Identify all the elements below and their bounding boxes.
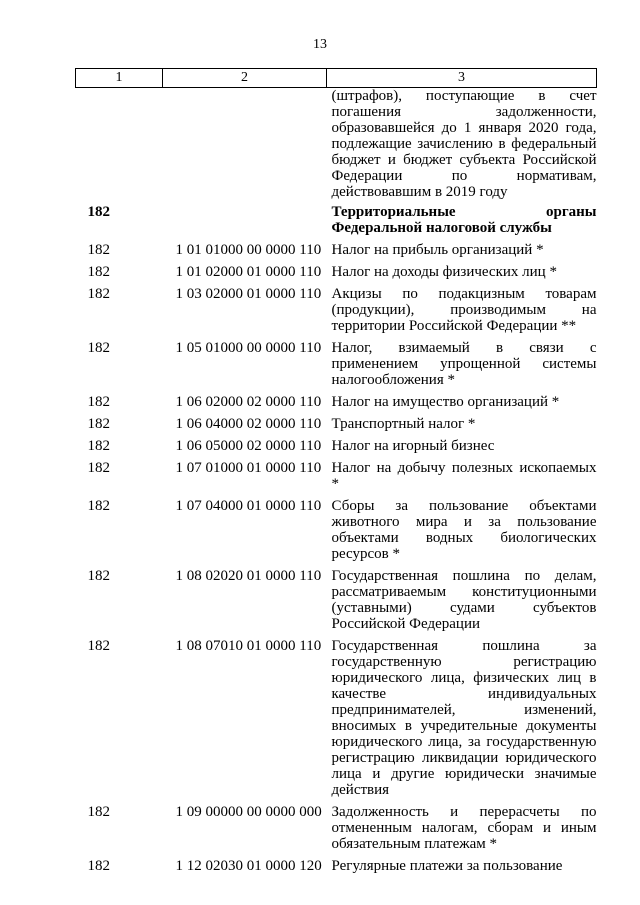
row-name: Государственная пошлина за государственную регистрацию юридического лица, физических лиц в качестве индивидуальных предпринимателей, изменений, вносимых в учредительные документы юридического лица, за государственную регистрацию ликвидации юридического лица и другие юридически значимые действия [331, 638, 597, 798]
row-code: 182 [87, 568, 110, 584]
row-kbk: 1 07 04000 01 0000 110 [175, 498, 322, 514]
row-kbk: 1 03 02000 01 0000 110 [175, 286, 322, 302]
row-code: 182 [87, 242, 110, 258]
row-code: 182 [87, 394, 110, 410]
table-row [76, 858, 597, 880]
revenue-codes-table [75, 68, 597, 880]
row-code: 182 [87, 416, 110, 432]
row-name: Государственная пошлина по делам, рассматриваемым конституционными (уставными) судами субъектов Российской Федерации [331, 568, 597, 632]
row-name: Акцизы по подакцизным товарам (продукции), производимым на территории Российской Федерации ** [331, 286, 597, 334]
table-row [76, 438, 597, 460]
section-kbk [163, 204, 327, 242]
table-row [76, 340, 597, 394]
row-kbk: 1 09 00000 00 0000 000 [175, 804, 322, 820]
header-col-2: 2 [163, 69, 327, 88]
row-kbk: 1 06 02000 02 0000 110 [175, 394, 322, 410]
section-code: 182 [87, 204, 110, 220]
row-kbk: 1 08 07010 01 0000 110 [175, 638, 322, 654]
row-name: Налог на доходы физических лиц * [331, 264, 557, 280]
row-name: Сборы за пользование объектами животного мира и за пользование объектами водных биологических ресурсов * [331, 498, 597, 562]
row-code: 182 [87, 638, 110, 654]
continuation-code [76, 88, 163, 205]
table-row [76, 394, 597, 416]
header-col-1: 1 [76, 69, 163, 88]
row-name: Налог на прибыль организаций * [331, 242, 544, 258]
table-row [76, 804, 597, 858]
row-kbk: 1 12 02030 01 0000 120 [175, 858, 322, 874]
row-kbk: 1 06 05000 02 0000 110 [175, 438, 322, 454]
row-code: 182 [87, 286, 110, 302]
header-col-3: 3 [327, 69, 597, 88]
table-row [76, 568, 597, 638]
continuation-text: (штрафов), поступающие в счет погашения задолженности, образовавшейся до 1 января 2020 года, подлежащие зачислению в федеральный бюджет и бюджет субъекта Российской Федерации по нормативам, действовавшим в 2019 году [331, 88, 597, 200]
row-name: Задолженность и перерасчеты по отмененным налогам, сборам и иным обязательным платежам * [331, 804, 597, 852]
table-row [76, 416, 597, 438]
continuation-row [76, 88, 597, 205]
row-code: 182 [87, 498, 110, 514]
row-code: 182 [87, 858, 110, 874]
row-kbk: 1 06 04000 02 0000 110 [175, 416, 322, 432]
section-row [76, 204, 597, 242]
row-kbk: 1 08 02020 01 0000 110 [175, 568, 322, 584]
row-name: Налог, взимаемый в связи с применением упрощенной системы налогообложения * [331, 340, 597, 388]
table-row [76, 498, 597, 568]
table-row [76, 242, 597, 264]
table-row [76, 638, 597, 804]
section-title: Территориальные органы Федеральной налоговой службы [331, 204, 597, 236]
row-name: Регулярные платежи за пользование [331, 858, 563, 874]
table-row [76, 286, 597, 340]
page-number: 13 [313, 37, 327, 52]
row-code: 182 [87, 264, 110, 280]
table-row [76, 264, 597, 286]
row-name: Налог на игорный бизнес [331, 438, 495, 454]
row-code: 182 [87, 340, 110, 356]
continuation-kbk [163, 88, 327, 205]
row-name: Налог на добычу полезных ископаемых * [331, 460, 597, 492]
row-name: Транспортный налог * [331, 416, 476, 432]
table-header [76, 69, 597, 88]
table-row [76, 460, 597, 498]
row-kbk: 1 01 01000 00 0000 110 [175, 242, 322, 258]
row-code: 182 [87, 804, 110, 820]
row-kbk: 1 05 01000 00 0000 110 [175, 340, 322, 356]
row-kbk: 1 07 01000 01 0000 110 [175, 460, 322, 476]
row-code: 182 [87, 460, 110, 476]
row-code: 182 [87, 438, 110, 454]
row-kbk: 1 01 02000 01 0000 110 [175, 264, 322, 280]
row-name: Налог на имущество организаций * [331, 394, 560, 410]
